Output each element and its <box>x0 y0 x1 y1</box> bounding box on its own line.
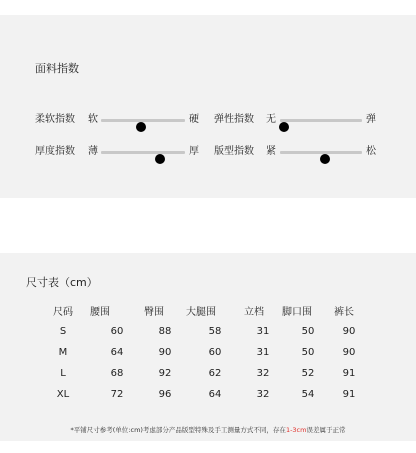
header-waist: 腰围 <box>90 307 110 318</box>
cell-hip: 90 <box>158 347 172 358</box>
cell-size: L <box>60 368 66 379</box>
elasticity-index <box>214 112 384 128</box>
elasticity-label: 弹性指数 <box>214 114 254 125</box>
softness-index <box>35 112 205 128</box>
header-leg-opening: 脚口围 <box>282 307 312 318</box>
softness-slider-knob <box>136 122 146 132</box>
fit-slider-knob <box>320 154 330 164</box>
header-thigh: 大腿围 <box>186 307 216 318</box>
cell-hip: 92 <box>158 368 172 379</box>
thickness-low-label: 薄 <box>88 146 98 157</box>
fit-high-label: 松 <box>366 146 376 157</box>
elasticity-slider-knob <box>279 122 289 132</box>
cell-waist: 60 <box>110 326 124 337</box>
cell-size: M <box>58 347 68 358</box>
fit-index <box>214 144 384 160</box>
fit-slider-track <box>280 151 362 154</box>
cell-thigh: 60 <box>208 347 222 358</box>
note-text: *平铺尺寸参考(单位:cm)考虑部分产品版型特殊及手工测量方式不同，存在 <box>70 426 286 434</box>
note-tolerance-highlight: 1-3cm <box>285 426 307 434</box>
table-row <box>36 321 364 342</box>
thickness-slider-knob <box>155 154 165 164</box>
thickness-label: 厚度指数 <box>35 146 75 157</box>
cell-leg-opening: 50 <box>301 326 315 337</box>
cell-size: S <box>59 326 67 337</box>
cell-length: 91 <box>342 389 356 400</box>
cell-waist: 68 <box>110 368 124 379</box>
elasticity-high-label: 弹 <box>366 114 376 125</box>
cell-rise: 32 <box>256 389 270 400</box>
note-text-end: 误差属于正常 <box>306 426 346 434</box>
thickness-slider-track <box>101 151 185 154</box>
cell-size: XL <box>56 389 70 400</box>
cell-thigh: 58 <box>208 326 222 337</box>
softness-label: 柔软指数 <box>35 114 75 125</box>
cell-length: 91 <box>342 368 356 379</box>
elasticity-low-label: 无 <box>266 114 276 125</box>
table-row <box>36 384 364 405</box>
size-table <box>36 300 364 405</box>
size-chart-title: 尺寸表（cm） <box>26 276 98 289</box>
cell-thigh: 62 <box>208 368 222 379</box>
table-row <box>36 342 364 363</box>
cell-thigh: 64 <box>208 389 222 400</box>
fit-low-label: 紧 <box>266 146 276 157</box>
cell-hip: 88 <box>158 326 172 337</box>
cell-rise: 32 <box>256 368 270 379</box>
cell-length: 90 <box>342 347 356 358</box>
fit-label: 版型指数 <box>214 146 254 157</box>
cell-leg-opening: 50 <box>301 347 315 358</box>
cell-hip: 96 <box>158 389 172 400</box>
fabric-index-panel <box>0 15 416 198</box>
softness-low-label: 软 <box>88 114 98 125</box>
header-size: 尺码 <box>53 307 73 318</box>
header-length: 裤长 <box>334 307 354 318</box>
cell-waist: 64 <box>110 347 124 358</box>
table-row <box>36 363 364 384</box>
size-table-header-row <box>36 300 364 321</box>
measurement-note <box>0 425 416 434</box>
softness-high-label: 硬 <box>189 114 199 125</box>
thickness-index <box>35 144 205 160</box>
cell-length: 90 <box>342 326 356 337</box>
cell-rise: 31 <box>256 326 270 337</box>
elasticity-slider-track <box>280 119 362 122</box>
header-rise: 立档 <box>244 307 264 318</box>
cell-rise: 31 <box>256 347 270 358</box>
cell-leg-opening: 52 <box>301 368 315 379</box>
size-chart-panel <box>0 253 416 441</box>
softness-slider-track <box>101 119 185 122</box>
cell-waist: 72 <box>110 389 124 400</box>
header-hip: 臀围 <box>144 307 164 318</box>
cell-leg-opening: 54 <box>301 389 315 400</box>
fabric-index-title: 面料指数 <box>35 62 79 75</box>
thickness-high-label: 厚 <box>189 146 199 157</box>
